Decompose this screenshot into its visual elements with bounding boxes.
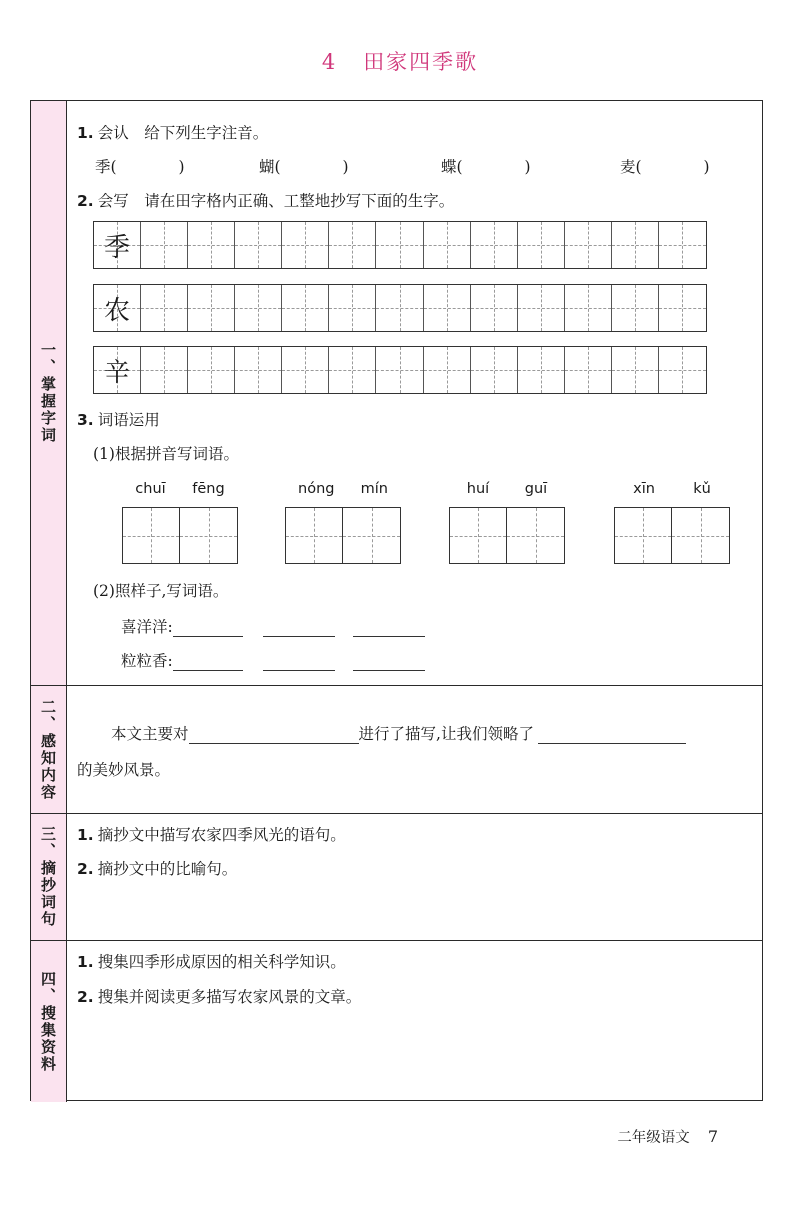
q1-item-1[interactable]: 季( ) <box>95 158 185 176</box>
q3-sub2: (2)照样子,写词语。 <box>93 582 229 600</box>
model-char: 辛 <box>104 357 131 388</box>
lesson-title: 田家四季歌 <box>363 50 479 74</box>
s4-q2-text: 搜集并阅读更多描写农家风景的文章。 <box>97 988 362 1006</box>
q1-item-3[interactable]: 蝶( ) <box>441 158 531 176</box>
summary-line-1 <box>111 722 686 744</box>
section-2-label: 二、感知内容 <box>39 698 57 801</box>
example-word: 喜洋洋: <box>121 618 173 636</box>
writing-grid-1[interactable] <box>93 221 707 269</box>
answer-blank[interactable] <box>173 655 243 671</box>
section-3-label: 三、摘抄词句 <box>39 826 57 928</box>
s4-q1 <box>77 950 346 972</box>
pinyin: guī <box>524 481 548 497</box>
section-3-side <box>31 814 67 940</box>
pinyin: huí <box>466 481 490 497</box>
pinyin: mín <box>360 481 388 497</box>
s4-q2 <box>77 985 361 1007</box>
answer-blank[interactable] <box>263 655 335 671</box>
q3-number: 3. <box>77 411 94 429</box>
answer-blank[interactable] <box>173 621 243 637</box>
q3-heading <box>77 408 160 430</box>
s3-q2-number: 2. <box>77 860 94 878</box>
pinyin: xīn <box>633 481 655 497</box>
book-name: 二年级语文 <box>617 1130 690 1146</box>
pinyin: fēng <box>192 481 225 497</box>
writing-grid-2[interactable] <box>93 284 707 332</box>
answer-blank[interactable] <box>189 728 359 744</box>
pinyin-group-1 <box>122 481 238 564</box>
summary-line-2: 的美妙风景。 <box>77 761 171 779</box>
pinyin: chuī <box>135 481 166 497</box>
answer-blank[interactable] <box>263 621 335 637</box>
s3-q1-number: 1. <box>77 826 94 844</box>
s3-q2-text: 摘抄文中的比喻句。 <box>97 860 238 878</box>
q1-text: 会认 给下列生字注音。 <box>97 124 269 142</box>
summary-text-a: 本文主要对 <box>111 725 189 743</box>
section-2 <box>31 686 762 814</box>
section-1-side <box>31 101 67 685</box>
answer-blank[interactable] <box>538 728 686 744</box>
section-4-label: 四、搜集资料 <box>39 970 57 1073</box>
q1-item-2[interactable]: 蝴( ) <box>259 158 349 176</box>
model-char: 农 <box>104 295 131 326</box>
pinyin-answer-box[interactable] <box>449 507 565 564</box>
pinyin-answer-box[interactable] <box>122 507 238 564</box>
answer-blank[interactable] <box>353 655 425 671</box>
s4-q1-text: 搜集四季形成原因的相关科学知识。 <box>97 953 346 971</box>
section-2-side <box>31 686 67 813</box>
pinyin-group-3 <box>449 481 565 564</box>
page-footer <box>617 1126 718 1147</box>
example-row-1 <box>121 615 425 637</box>
example-word: 粒粒香: <box>121 652 173 670</box>
pinyin: kǔ <box>693 481 711 497</box>
section-4 <box>31 941 762 1102</box>
q3-sub1: (1)根据拼音写词语。 <box>93 445 239 463</box>
section-4-content <box>67 941 762 1102</box>
worksheet-frame <box>30 100 763 1101</box>
section-1 <box>31 101 762 686</box>
q2-number: 2. <box>77 192 94 210</box>
q1-number: 1. <box>77 124 94 142</box>
section-3 <box>31 814 762 941</box>
section-3-content <box>67 814 762 940</box>
pinyin-group-2 <box>285 481 401 564</box>
page-number: 7 <box>707 1127 718 1146</box>
section-4-side <box>31 941 67 1102</box>
section-1-label: 一、掌握字词 <box>39 342 57 444</box>
section-2-content <box>67 686 762 813</box>
answer-blank[interactable] <box>353 621 425 637</box>
s4-q1-number: 1. <box>77 953 94 971</box>
pinyin: nóng <box>298 481 335 497</box>
section-1-content <box>67 101 762 685</box>
q2-text: 会写 请在田字格内正确、工整地抄写下面的生字。 <box>97 192 455 210</box>
page-title <box>0 46 800 76</box>
summary-text-b: 进行了描写,让我们领略了 <box>358 725 534 743</box>
q1-heading <box>77 121 268 143</box>
pinyin-answer-box[interactable] <box>285 507 401 564</box>
pinyin-answer-box[interactable] <box>614 507 730 564</box>
lesson-number: 4 <box>321 50 338 74</box>
q2-heading <box>77 189 454 211</box>
writing-grid-3[interactable] <box>93 346 707 394</box>
example-row-2 <box>121 649 425 671</box>
model-char: 季 <box>104 232 131 263</box>
s3-q1-text: 摘抄文中描写农家四季风光的语句。 <box>97 826 346 844</box>
q3-text: 词语运用 <box>97 411 160 429</box>
q1-item-4[interactable]: 麦( ) <box>620 158 710 176</box>
s3-q2 <box>77 857 237 879</box>
s4-q2-number: 2. <box>77 988 94 1006</box>
s3-q1 <box>77 823 346 845</box>
pinyin-group-4 <box>614 481 730 564</box>
